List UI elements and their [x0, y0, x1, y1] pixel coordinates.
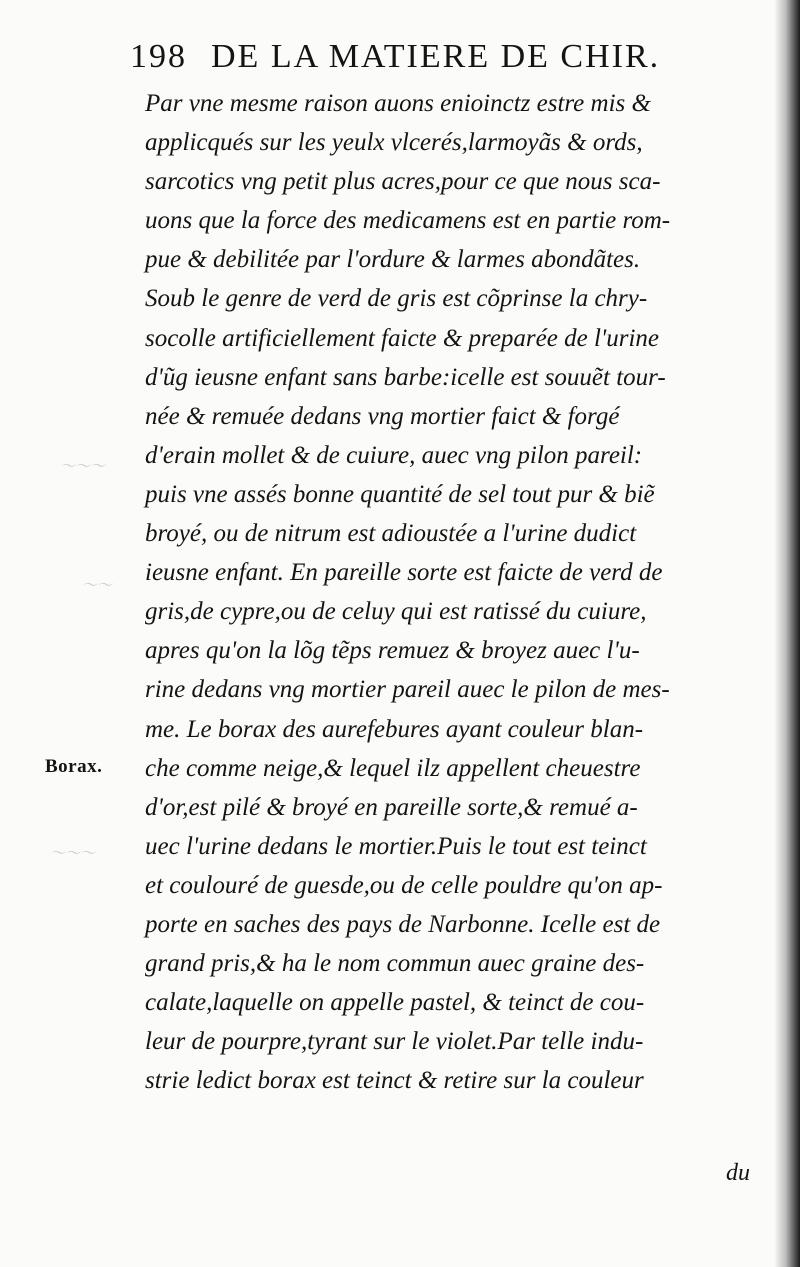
text-line: née & remuée dedans vng mortier faict & forgé	[145, 402, 620, 430]
text-line: che comme neige,& lequel ilz appellent cheuestre	[145, 754, 641, 782]
bleed-through-mark: ～～	[82, 576, 113, 594]
running-title: DE LA MATIERE DE CHIR.	[211, 38, 661, 75]
text-line: puis vne assés bonne quantité de sel tout pur & biẽ	[145, 480, 655, 508]
text-line: broyé, ou de nitrum est adioustée a l'urine dudict	[145, 520, 637, 548]
catchword: du	[726, 1160, 750, 1186]
bleed-through-mark: ～～～	[50, 844, 96, 862]
text-line: apres qu'on la lõg tẽps remuez & broyez auec l'u-	[145, 637, 640, 665]
text-line: Par vne mesme raison auons enioinctz estre mis &	[145, 90, 651, 117]
text-line: ieusne enfant. En pareille sorte est faicte de verd de	[145, 559, 663, 587]
text-line: rine dedans vng mortier pareil auec le pilon de mes-	[145, 676, 670, 704]
text-line: uec l'urine dedans le mortier.Puis le tout est teinct	[145, 832, 647, 860]
text-line: pue & debilitée par l'ordure & larmes abondãtes.	[145, 246, 641, 274]
text-line: me. Le borax des aurefebures ayant couleur blan-	[145, 715, 644, 743]
text-line: d'or,est pilé & broyé en pareille sorte,& remué a-	[145, 793, 638, 821]
text-line: applicqués sur les yeulx vlcerés,larmoyãs & ords,	[145, 129, 643, 157]
body-text	[145, 84, 765, 1100]
text-line: d'erain mollet & de cuiure, auec vng pilon pareil:	[145, 441, 643, 469]
text-line: sarcotics vng petit plus acres,pour ce que nous sca-	[145, 168, 661, 196]
bleed-through-mark: ～～～	[60, 457, 106, 475]
text-line: gris,de cypre,ou de celuy qui est ratissé du cuiure,	[145, 598, 647, 626]
text-line: grand pris,& ha le nom commun auec graine des-	[145, 950, 645, 978]
text-line: porte en saches des pays de Narbonne. Icelle est de	[145, 910, 661, 938]
text-line: socolle artificiellement faicte & preparée de l'urine	[145, 324, 660, 352]
margin-note: Borax.	[45, 756, 103, 777]
text-line: leur de pourpre,tyrant sur le violet.Par telle indu-	[145, 1028, 644, 1056]
gutter-shadow	[774, 0, 800, 1267]
text-line: Soub le genre de verd de gris est cõprinse la chry-	[145, 285, 648, 313]
page-number: 198	[130, 38, 187, 75]
text-line: et coulouré de guesde,ou de celle pouldre qu'on ap-	[145, 871, 663, 899]
text-line: calate,laquelle on appelle pastel, & teinct de cou-	[145, 989, 645, 1017]
text-line: strie ledict borax est teinct & retire sur la couleur	[145, 1067, 644, 1095]
running-header	[130, 38, 660, 76]
text-line: uons que la force des medicamens est en partie rom-	[145, 207, 671, 235]
text-line: d'ũg ieusne enfant sans barbe:icelle est souuẽt tour-	[145, 363, 666, 391]
